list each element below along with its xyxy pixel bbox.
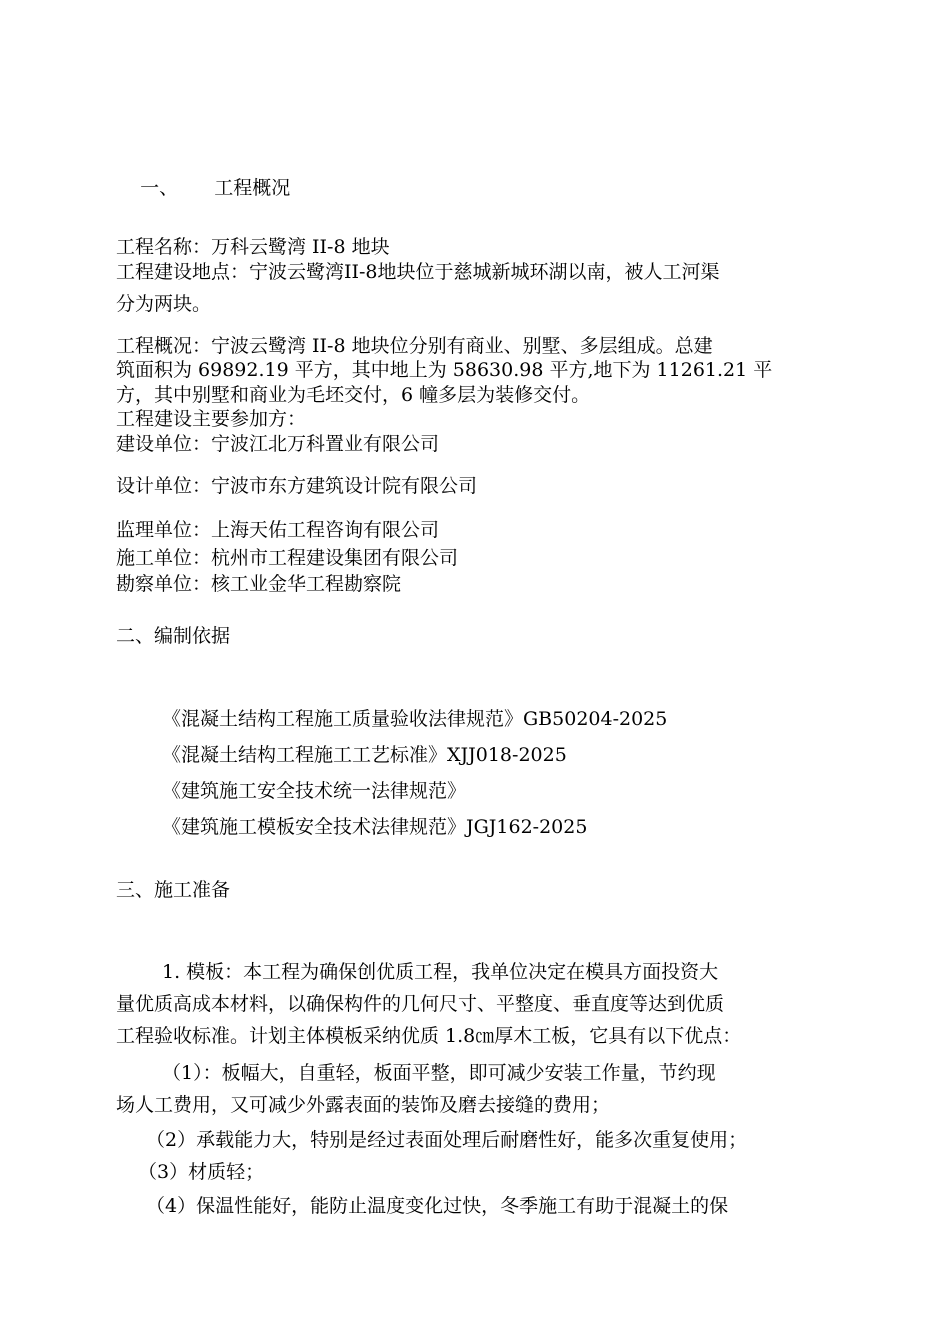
section3-heading: 三、施工准备 [116, 879, 231, 901]
reference-item: 《建筑施工安全技术统一法律规范》 [162, 780, 467, 802]
location-line-1: 工程建设地点：宁波云鹭湾II-8地块位于慈城新城环湖以南，被人工河渠 [116, 261, 720, 283]
parties-title: 工程建设主要参加方： [116, 408, 307, 430]
reference-item: 《混凝土结构工程施工工艺标准》XJJ018-2025 [162, 744, 567, 766]
builder-unit: 建设单位：宁波江北万科置业有限公司 [116, 433, 440, 455]
supervisor-unit: 监理单位：上海天佑工程咨询有限公司 [116, 519, 440, 541]
paragraph-formwork-line-1: 1. 模板：本工程为确保创优质工程，我单位决定在模具方面投资大 [162, 961, 719, 983]
section1-heading-number: 一、 [140, 177, 179, 199]
surveyor-unit: 勘察单位：核工业金华工程勘察院 [116, 573, 402, 595]
reference-item: 《混凝土结构工程施工质量验收法律规范》GB50204-2025 [162, 708, 668, 730]
section2-heading: 二、编制依据 [116, 625, 231, 647]
section1-heading [116, 152, 290, 224]
advantage-item-3: （3）材质轻； [138, 1161, 265, 1183]
overview-line-3: 方，其中别墅和商业为毛坯交付，6 幢多层为装修交付。 [116, 384, 591, 406]
overview-line-2: 筑面积为 69892.19 平方，其中地上为 58630.98 平方,地下为 11261.21 平 [116, 359, 773, 381]
overview-line-1: 工程概况：宁波云鹭湾 II-8 地块位分别有商业、别墅、多层组成。总建 [116, 335, 713, 357]
advantage-item-1-line-1: （1）：板幅大，自重轻，板面平整，即可减少安装工作量，节约现 [162, 1062, 716, 1084]
location-line-2: 分为两块。 [116, 293, 212, 315]
designer-unit: 设计单位：宁波市东方建筑设计院有限公司 [116, 475, 478, 497]
contractor-unit: 施工单位：杭州市工程建设集团有限公司 [116, 547, 459, 569]
advantage-item-4: （4）保温性能好，能防止温度变化过快，冬季施工有助于混凝土的保 [146, 1195, 729, 1217]
paragraph-formwork-line-2: 量优质高成本材料，以确保构件的几何尺寸、平整度、垂直度等达到优质 [116, 993, 725, 1015]
reference-item: 《建筑施工模板安全技术法律规范》JGJ162-2025 [162, 816, 588, 838]
paragraph-formwork-line-3: 工程验收标准。计划主体模板采纳优质 1.8㎝厚木工板，它具有以下优点： [116, 1025, 742, 1047]
advantage-item-1-line-2: 场人工费用，又可减少外露表面的装饰及磨去接缝的费用； [116, 1094, 611, 1116]
project-name: 工程名称：万科云鹭湾 II-8 地块 [116, 236, 390, 258]
advantage-item-2: （2）承载能力大，特别是经过表面处理后耐磨性好，能多次重复使用； [146, 1129, 748, 1151]
section1-heading-text: 工程概况 [214, 177, 291, 199]
